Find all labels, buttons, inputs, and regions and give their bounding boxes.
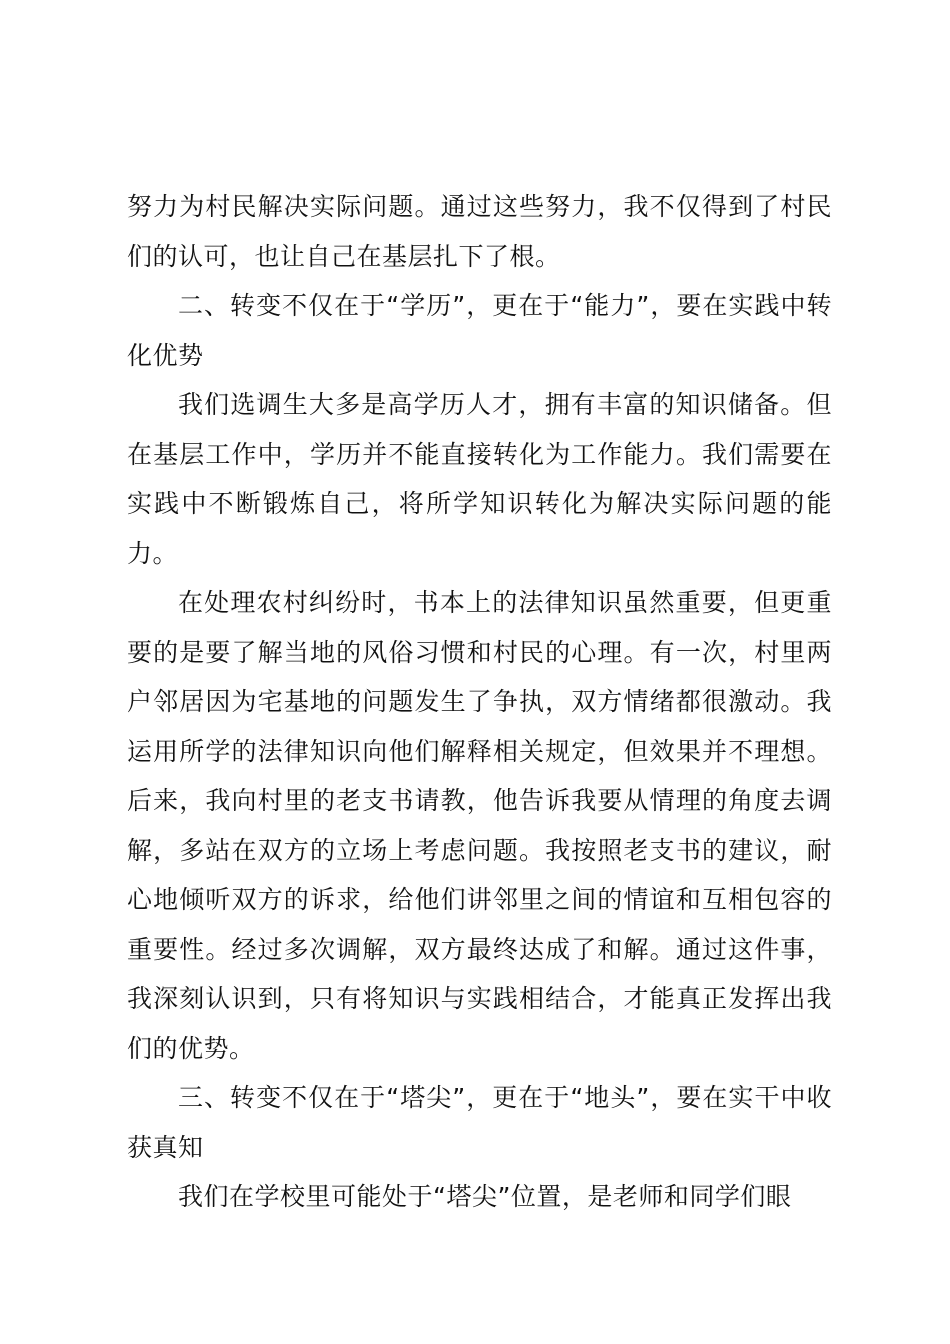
paragraph: 在处理农村纠纷时，书本上的法律知识虽然重要，但更重要的是要了解当地的风俗习惯和村民的心理。有一次，村里两户邻居因为宅基地的问题发生了争执，双方情绪都很激动。我运用所学的法律知识向他们解释相关规定，但效果并不理想。后来，我向村里的老支书请教，他告诉我要从情理的角度去调解，多站在双方的立场上考虑问题。我按照老支书的建议，耐心地倾听双方的诉求，给他们讲邻里之间的情谊和互相包容的重要性。经过多次调解，双方最终达成了和解。通过这件事，我深刻认识到，只有将知识与实践相结合，才能真正发挥出我们的优势。 [127, 588, 832, 1063]
paragraph: 我们在学校里可能处于“塔尖”位置，是老师和同学们眼 [178, 1182, 792, 1211]
paragraph-continuation: 努力为村民解决实际问题。通过这些努力，我不仅得到了村民们的认可，也让自己在基层扎下了根。 [127, 192, 832, 271]
section-heading-2: 二、转变不仅在于“学历”，更在于“能力”，要在实践中转化优势 [127, 291, 832, 370]
section-heading-3: 三、转变不仅在于“塔尖”，更在于“地头”，要在实干中收获真知 [127, 1083, 832, 1162]
document-body [127, 182, 832, 1222]
paragraph: 我们选调生大多是高学历人才，拥有丰富的知识储备。但在基层工作中，学历并不能直接转化为工作能力。我们需要在实践中不断锻炼自己，将所学知识转化为解决实际问题的能力。 [127, 390, 832, 568]
